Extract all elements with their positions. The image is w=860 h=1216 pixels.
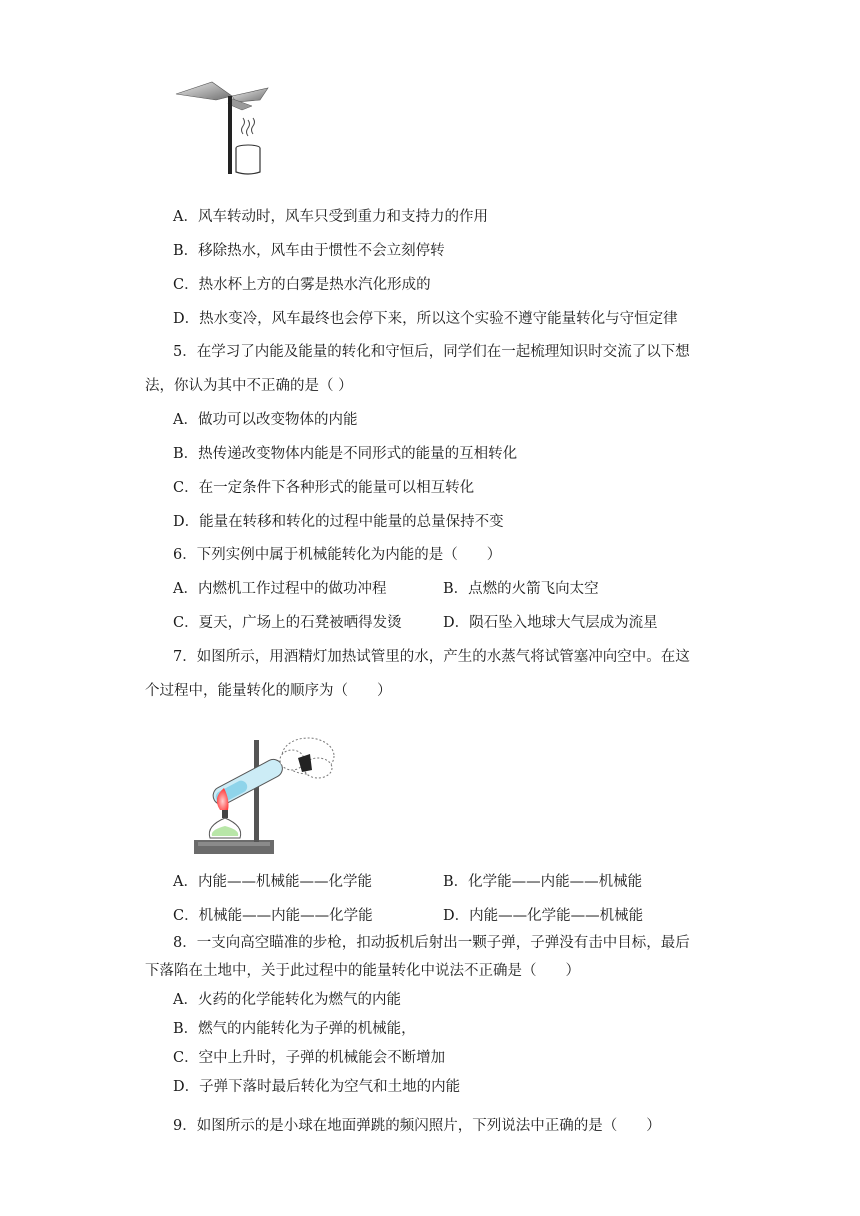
test-tube-experiment-figure bbox=[190, 730, 338, 860]
q7-option-c: C．机械能——内能——化学能 bbox=[173, 908, 373, 924]
q5-stem-line2: 法，你认为其中不正确的是（ ） bbox=[145, 378, 353, 394]
q6-option-b: B．点燃的火箭飞向太空 bbox=[443, 581, 599, 597]
q4-option-a: A．风车转动时，风车只受到重力和支持力的作用 bbox=[173, 209, 488, 225]
q8-option-c: C．空中上升时，子弹的机械能会不断增加 bbox=[173, 1050, 446, 1066]
q6-option-d: D．陨石坠入地球大气层成为流星 bbox=[443, 615, 658, 631]
q7-stem-line1: 7．如图所示，用酒精灯加热试管里的水，产生的水蒸气将试管塞冲向空中。在这 bbox=[173, 649, 690, 665]
q7-option-d: D．内能——化学能——机械能 bbox=[443, 908, 644, 924]
q7-option-b: B．化学能——内能——机械能 bbox=[443, 874, 643, 890]
q5-option-d: D．能量在转移和转化的过程中能量的总量保持不变 bbox=[173, 514, 504, 530]
q5-option-c: C．在一定条件下各种形式的能量可以相互转化 bbox=[173, 480, 475, 496]
q5-option-a: A．做功可以改变物体的内能 bbox=[173, 412, 358, 428]
q8-option-b: B．燃气的内能转化为子弹的机械能， bbox=[173, 1021, 416, 1037]
q8-option-a: A．火药的化学能转化为燃气的内能 bbox=[173, 992, 401, 1008]
q7-option-a: A．内能——机械能——化学能 bbox=[173, 874, 372, 890]
q6-option-c: C．夏天，广场上的石凳被晒得发烫 bbox=[173, 615, 402, 631]
q5-option-b: B．热传递改变物体内能是不同形式的能量的互相转化 bbox=[173, 446, 518, 462]
windmill-figure bbox=[172, 78, 282, 180]
q9-stem: 9．如图所示的是小球在地面弹跳的频闪照片，下列说法中正确的是（ ） bbox=[173, 1118, 661, 1134]
q4-option-b: B．移除热水，风车由于惯性不会立刻停转 bbox=[173, 243, 445, 259]
q7-stem-line2: 个过程中，能量转化的顺序为（ ） bbox=[145, 683, 392, 699]
q8-stem-line2: 下落陷在土地中，关于此过程中的能量转化中说法不正确是（ ） bbox=[145, 963, 580, 979]
q6-option-a: A．内燃机工作过程中的做功冲程 bbox=[173, 581, 387, 597]
q8-option-d: D．子弹下落时最后转化为空气和土地的内能 bbox=[173, 1079, 461, 1095]
q8-stem-line1: 8．一支向高空瞄准的步枪，扣动扳机后射出一颗子弹，子弹没有击中目标，最后 bbox=[173, 935, 690, 951]
q6-stem: 6．下列实例中属于机械能转化为内能的是（ ） bbox=[173, 547, 502, 563]
q5-stem-line1: 5．在学习了内能及能量的转化和守恒后，同学们在一起梳理知识时交流了以下想 bbox=[173, 344, 690, 360]
q4-option-d: D．热水变冷，风车最终也会停下来，所以这个实验不遵守能量转化与守恒定律 bbox=[173, 311, 678, 327]
q4-option-c: C．热水杯上方的白雾是热水汽化形成的 bbox=[173, 277, 431, 293]
